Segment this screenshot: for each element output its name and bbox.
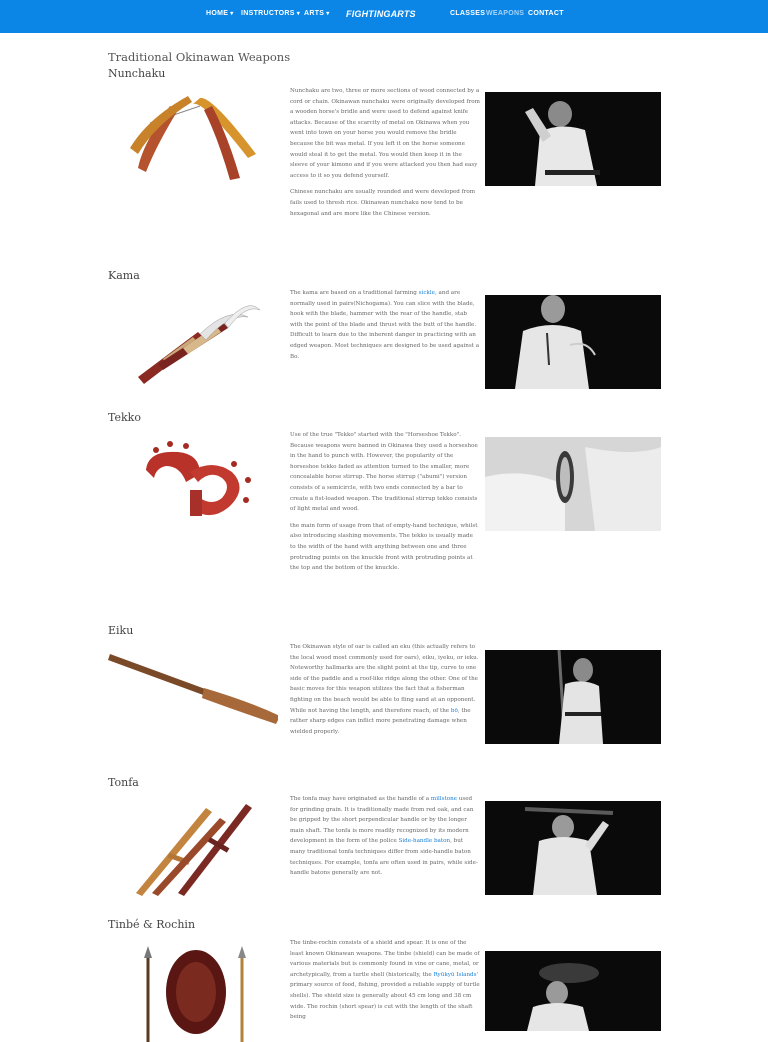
section-title-tinbe-rochin: Tinbé & Rochin: [108, 918, 196, 931]
nunchaku-image: [108, 88, 278, 188]
nunchaku-paragraph-1: Nunchaku are two, three or more sections of wood connected by a cord or chain. Okinawan nunchaku were originally developed from a wooden horse's bridle and were used to defend against knife attacks. Because of the scarcity of metal on Okinawa when you went into town on your horse you would remove the bridle because the bit was metal. If you left it on the horse someone would steal it to get the metal. You would then keep it in the sleeve of your kimono and if you were attacked you then had easy access to it so you defend yourself.: [290, 88, 480, 179]
nunchaku-paragraph-2: Chinese nunchaku are usually rounded and were developed from fails used to thresh rice. Okinawan nunchaku now tend to be hexagonal and are more like the Chinese version.: [290, 189, 476, 217]
sickle-link[interactable]: sickle: [418, 290, 435, 296]
bo-link[interactable]: bō: [450, 707, 458, 714]
nav-instructors[interactable]: [241, 10, 300, 17]
nav-contact[interactable]: CONTACT: [528, 10, 564, 17]
kama-paragraph-1: [290, 288, 480, 362]
section-title-tonfa: Tonfa: [108, 776, 139, 789]
tonfa-text-c: , but many traditional tonfa techniques differ from side-handle baton techniques. For example, tonfa are often used in pairs, while side-handle batons generally are not.: [290, 838, 478, 877]
eiku-description: [290, 642, 480, 743]
nav-classes[interactable]: CLASSES: [450, 10, 486, 17]
site-logo[interactable]: FIGHTINGARTS: [346, 9, 416, 19]
tekko-photo: [485, 437, 661, 531]
nunchaku-photo: [485, 92, 661, 186]
eiku-text-a: The Okinawan style of oar is called an eku (this actually refers to the local wood most commonly used for oars), eiku, iyeku, or ieku. Noteworthy hallmarks are the slight point at the tip, curve to one side of the paddle and a roof-like ridge along the other. One of the basic moves for this weapon utilizes the fact that a fisherman fighting on the beach would be able to fling sand at an opponent. While not having the length, and therefore reach, of the: [290, 644, 479, 714]
tinbe-paragraph-1: [290, 938, 480, 1023]
section-title-eiku: Eiku: [108, 624, 134, 637]
chevron-down-icon: ▾: [230, 11, 234, 17]
eiku-paragraph-1: [290, 642, 480, 737]
kama-description: [290, 288, 480, 368]
tonfa-paragraph-1: [290, 794, 480, 879]
tekko-paragraph-1: Use of the true "Tekko" started with the "Horseshoe Tekko". Because weapons were banned in Okinawa they used a horseshoe in the hand to punch with. However, the popularity of the horseshoe tekko faded as attention turned to the smaller, more concealable horse stirrup. The horse stirrup ("abumi") version consists of a semicircle, with two ends connected by a bar to create a fist-loaded weapon. The traditional stirrup tekko consists of light metal and wood.: [290, 432, 478, 513]
nav-arts[interactable]: [304, 10, 330, 17]
tinbe-text-b: primary source of food, fishing, provided a reliable supply of turtle shells). The shield size is generally about 45 cm long and 38 cm wide. The rochin (short spear) is cut with the length of the shaft being: [290, 982, 480, 1021]
tonfa-photo: [485, 801, 661, 895]
nav-arts-label: ARTS: [304, 10, 325, 17]
ryukyu-islands-link[interactable]: Ryūkyū Islands': [433, 971, 479, 978]
kama-text-a: The kama are based on a traditional farming: [290, 290, 419, 296]
millstone-link[interactable]: millstone: [430, 796, 457, 802]
nav-home[interactable]: [206, 10, 234, 17]
eiku-photo: [485, 650, 661, 744]
section-title-kama: Kama: [108, 269, 140, 282]
tonfa-text-b: used for grinding grain. It is traditionally made from red oak, and can be gripped by the short perpendicular handle or by the longer main shaft. The tonfa is more readily recognized by its modern development in the form of the police: [290, 796, 474, 845]
tekko-image: [108, 432, 278, 532]
tinbe-rochin-description: [290, 938, 480, 1029]
nav-instructors-label: INSTRUCTORS: [241, 10, 295, 17]
chevron-down-icon: ▾: [296, 11, 301, 17]
eiku-text-b: , the rather sharp edges can inflict more penetrating damage when wielded properly.: [290, 707, 471, 735]
side-handle-baton-link[interactable]: Side-handle baton: [398, 838, 451, 845]
kama-image: [108, 292, 278, 392]
tonfa-text-a: The tonfa may have originated as the handle of a: [290, 796, 431, 802]
tinbe-text-a: The tinbe-rochin consists of a shield and spear. It is one of the least known Okinawan weapons. The tinbe (shield) can be made of various materials but is commonly found in vine or cane, metal, or archetypically, from a turtle shell (historically, the: [290, 940, 480, 978]
section-title-nunchaku: Nunchaku: [108, 67, 166, 80]
kama-text-b: , and are normally used in pairs(Nichogama). You can slice with the blade, hook with the blade, hammer with the rear of the handle, stab with the point of the blade and thrust with the butt of the handle. Difficult to learn due to the inherent danger in practicing with an edged weapon. Most techniques are designed to be used against a Bo.: [290, 290, 480, 360]
page-title: Traditional Okinawan Weapons: [108, 50, 291, 64]
nav-weapons[interactable]: WEAPONS: [486, 10, 525, 17]
nav-home-label: HOME: [206, 10, 229, 17]
top-navigation-bar: [0, 0, 768, 33]
kama-photo: [485, 295, 661, 389]
chevron-down-icon: ▾: [326, 11, 330, 17]
tonfa-description: [290, 794, 480, 885]
section-title-tekko: Tekko: [108, 411, 141, 424]
eiku-image: [108, 646, 278, 746]
tekko-paragraph-2: the main form of usage from that of empty-hand technique, whilst also introducing slashing movements. The tekko is usually made to the width of the hand with anything between one and three protruding points on the knuckle front with protruding points at the top and the bottom of the knuckle.: [290, 522, 478, 572]
tekko-description: [290, 430, 480, 580]
nunchaku-description: [290, 86, 480, 225]
tonfa-image: [108, 798, 278, 898]
tinbe-rochin-image: [108, 942, 278, 1042]
